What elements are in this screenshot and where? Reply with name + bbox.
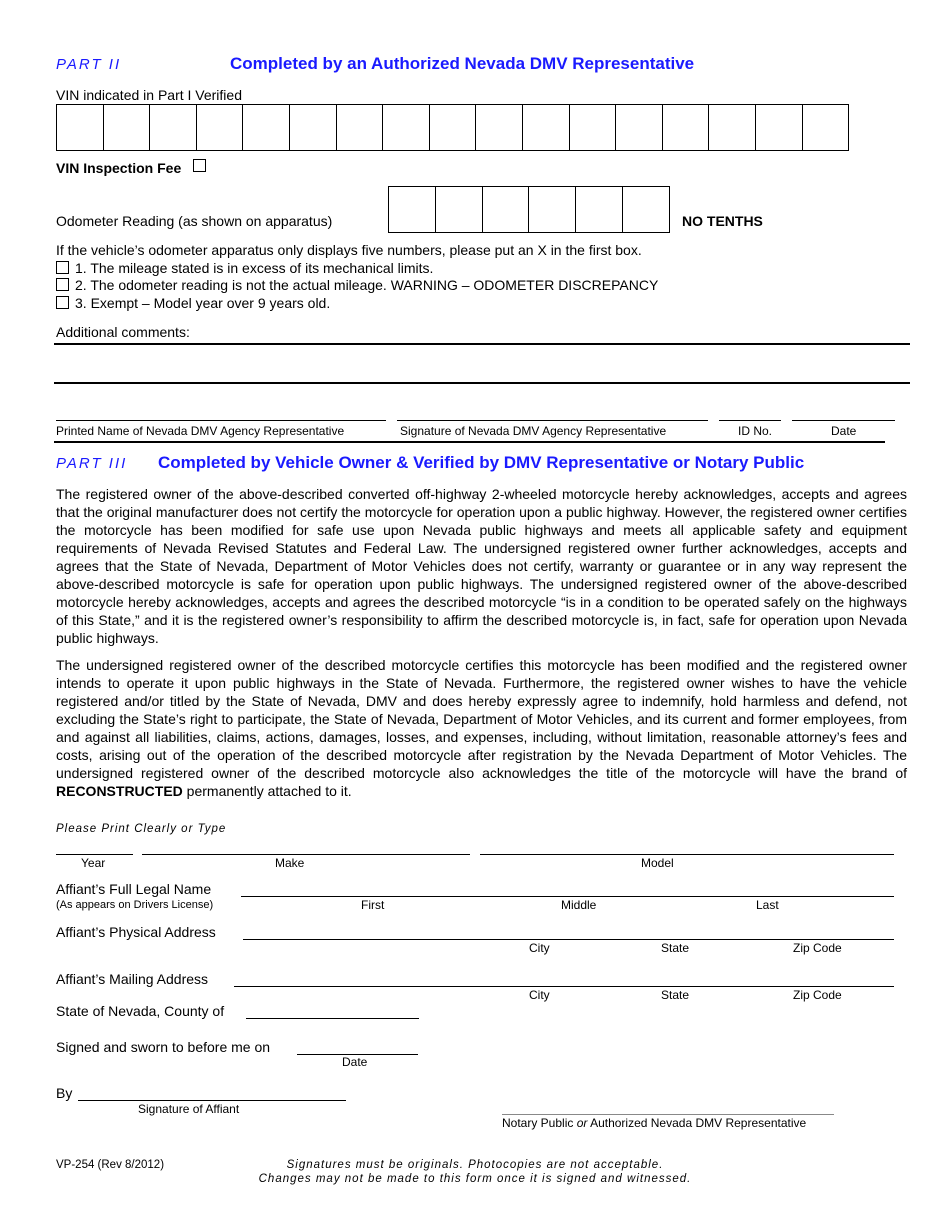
odometer-cell[interactable] <box>529 187 576 232</box>
sworn-label: Signed and sworn to before me on <box>56 1039 271 1055</box>
physical-address-line[interactable] <box>243 939 894 940</box>
odometer-cell[interactable] <box>436 187 483 232</box>
indemnity-paragraph <box>56 656 907 800</box>
vin-cell[interactable] <box>430 105 477 150</box>
vin-fee-checkbox[interactable] <box>193 159 206 172</box>
indemnity-text: The undersigned registered owner of the described motorcycle certifies this motorcycle has been modified and the registered owner intends to operate it upon public highways in the State of Nevada. Furthermore, the registered owner wishes to have the vehicle registered and/or titled by the State of Nevada, DMV and does hereby expressly agree to indemnify, hold harmless and defend, not excluding the State’s right to participate, the State of Nevada, Department of Motor Vehicles, and its current and former employees, from and against all liabilities, claims, actions, damages, losses, and expenses, including, without limitation, reasonable attorney’s fees and costs, arising out of the operation of the described motorcycle after registration by the Nevada Department of Motor Vehicles. The undersigned registered owner of the described motorcycle also acknowledges the title of the motorcycle will have the brand of <box>56 657 907 781</box>
vin-cell[interactable] <box>243 105 290 150</box>
model-caption: Model <box>641 856 674 870</box>
footer-note-1: Signatures must be originals. Photocopies are not acceptable. <box>286 1159 664 1171</box>
option-text: 1. The mileage stated is in excess of its mechanical limits. <box>75 260 434 276</box>
last-caption: Last <box>756 898 779 912</box>
odometer-label: Odometer Reading (as shown on apparatus) <box>56 213 333 229</box>
mailing-city-caption: City <box>529 988 550 1002</box>
no-tenths-label: NO TENTHS <box>682 213 763 229</box>
first-caption: First <box>361 898 385 912</box>
option-row-3[interactable] <box>56 295 330 311</box>
form-id: VP-254 (Rev 8/2012) <box>56 1159 165 1171</box>
option-row-2[interactable] <box>56 277 658 293</box>
comments-line-2[interactable] <box>54 382 910 384</box>
printed-name-line[interactable] <box>56 420 386 421</box>
id-no-line[interactable] <box>719 420 781 421</box>
date-caption: Date <box>831 424 857 438</box>
vin-cell[interactable] <box>756 105 803 150</box>
indemnity-end: permanently attached to it. <box>186 783 352 799</box>
affiant-signature-line[interactable] <box>78 1100 346 1101</box>
by-label: By <box>56 1085 73 1101</box>
vin-cell[interactable] <box>337 105 384 150</box>
vin-cell[interactable] <box>290 105 337 150</box>
section-divider <box>54 441 885 443</box>
odometer-cell[interactable] <box>623 187 669 232</box>
signature-line[interactable] <box>397 420 708 421</box>
vin-cell[interactable] <box>383 105 430 150</box>
mailing-address-line[interactable] <box>234 986 894 987</box>
vin-cell[interactable] <box>616 105 663 150</box>
full-name-line[interactable] <box>241 896 894 897</box>
mailing-state-caption: State <box>661 988 690 1002</box>
odometer-cell[interactable] <box>576 187 623 232</box>
option-checkbox[interactable] <box>56 261 69 274</box>
vin-cell[interactable] <box>197 105 244 150</box>
physical-city-caption: City <box>529 941 550 955</box>
odometer-cell[interactable] <box>389 187 436 232</box>
physical-address-label: Affiant’s Physical Address <box>56 924 216 940</box>
vin-fee-label: VIN Inspection Fee <box>56 160 182 176</box>
county-label: State of Nevada, County of <box>56 1003 225 1019</box>
vin-cell[interactable] <box>709 105 756 150</box>
brand-text: RECONSTRUCTED <box>56 783 183 799</box>
sworn-date-caption: Date <box>342 1055 368 1069</box>
footer-note-2: Changes may not be made to this form once it is signed and witnessed. <box>258 1173 692 1185</box>
middle-caption: Middle <box>561 898 597 912</box>
notary-caption <box>502 1116 806 1130</box>
part-2-title: Completed by an Authorized Nevada DMV Representative <box>230 54 695 73</box>
part-2-label: PART II <box>56 56 122 73</box>
mailing-zip-caption: Zip Code <box>793 988 842 1002</box>
notary-caption-b: Authorized Nevada DMV Representative <box>590 1116 807 1130</box>
odometer-boxes[interactable] <box>388 186 670 233</box>
odometer-note: If the vehicle’s odometer apparatus only displays five numbers, please put an X in the first box. <box>56 242 642 258</box>
vin-cell[interactable] <box>104 105 151 150</box>
year-caption: Year <box>81 856 106 870</box>
physical-zip-caption: Zip Code <box>793 941 842 955</box>
vin-cell[interactable] <box>663 105 710 150</box>
printed-name-caption: Printed Name of Nevada DMV Agency Representative <box>56 424 345 438</box>
affiant-signature-caption: Signature of Affiant <box>138 1102 240 1116</box>
year-line[interactable] <box>56 854 133 855</box>
notary-caption-or: or <box>576 1116 588 1130</box>
county-line[interactable] <box>246 1018 419 1019</box>
make-line[interactable] <box>142 854 470 855</box>
vin-cell[interactable] <box>570 105 617 150</box>
odometer-cell[interactable] <box>483 187 530 232</box>
signature-caption: Signature of Nevada DMV Agency Representative <box>400 424 667 438</box>
make-caption: Make <box>275 856 305 870</box>
option-checkbox[interactable] <box>56 296 69 309</box>
full-name-sublabel: (As appears on Drivers License) <box>56 899 214 911</box>
physical-state-caption: State <box>661 941 690 955</box>
part-3-title: Completed by Vehicle Owner & Verified by DMV Representative or Notary Public <box>158 453 805 472</box>
mailing-address-label: Affiant’s Mailing Address <box>56 971 209 987</box>
notary-signature-line[interactable] <box>502 1114 834 1115</box>
option-row-1[interactable] <box>56 260 433 276</box>
option-text: 2. The odometer reading is not the actual mileage. WARNING – ODOMETER DISCREPANCY <box>75 277 659 293</box>
acknowledgement-paragraph: The registered owner of the above-described converted off-highway 2-wheeled motorcycle hereby acknowledges, accepts and agrees that the original manufacturer does not certify the motorcycle for operation upon a public highway. However, the registered owner certifies the motorcycle has been modified for safe use upon Nevada public highways and meets all applicable safety and equipment requirements of Nevada Revised Statutes and Federal Law. The undersigned registered owner further acknowledges, accepts and agrees that the State of Nevada, Department of Motor Vehicles does not certify, warranty or guarantee or in any way represent the above-described motorcycle is safe for operation upon public highways. The undersigned registered owner of the above-described motorcycle hereby acknowledges, accepts and agrees the described motorcycle “is in a condition to be operated safely on the highways of this State,” and it is the registered owner’s responsibility to affirm the described motorcycle is, in fact, safe for operation upon Nevada public highways. <box>56 486 907 646</box>
vin-cell[interactable] <box>57 105 104 150</box>
vin-fee-row <box>56 159 212 176</box>
full-name-label: Affiant’s Full Legal Name <box>56 881 212 897</box>
date-line[interactable] <box>792 420 895 421</box>
notary-caption-a: Notary Public <box>502 1116 574 1130</box>
model-line[interactable] <box>480 854 894 855</box>
comments-label: Additional comments: <box>56 324 190 340</box>
option-checkbox[interactable] <box>56 278 69 291</box>
option-text: 3. Exempt – Model year over 9 years old. <box>75 295 331 311</box>
vin-cell[interactable] <box>476 105 523 150</box>
id-no-caption: ID No. <box>738 424 773 438</box>
print-note: Please Print Clearly or Type <box>56 823 227 835</box>
vin-cell[interactable] <box>150 105 197 150</box>
vin-boxes[interactable] <box>56 104 849 151</box>
vin-label: VIN indicated in Part I Verified <box>56 87 242 103</box>
part-3-label: PART III <box>56 455 128 472</box>
vin-cell[interactable] <box>803 105 849 150</box>
comments-line-1[interactable] <box>54 343 910 345</box>
vin-cell[interactable] <box>523 105 570 150</box>
